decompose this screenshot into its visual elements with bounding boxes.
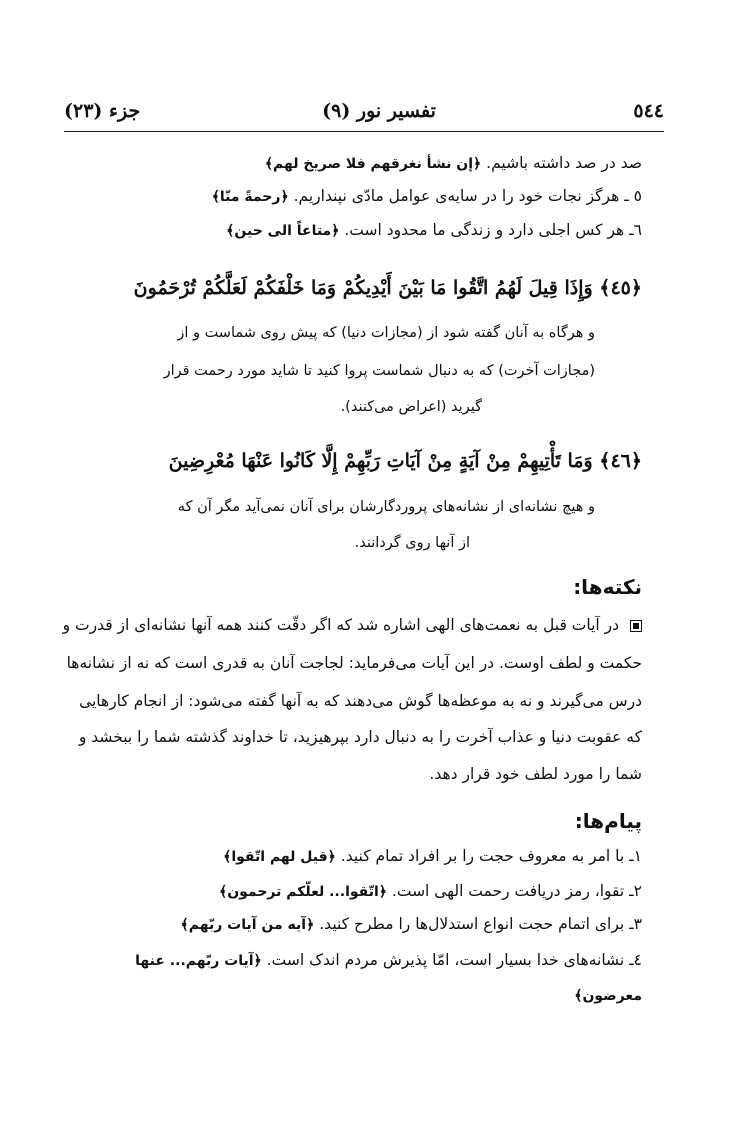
intro-text: صد در صد داشته باشیم. <box>486 154 642 172</box>
message-item <box>65 909 642 940</box>
intro-text: ٦ـ هر کس اجلی دارد و زندگی ما محدود است. <box>344 221 642 239</box>
message-quote: ﴿اتّقوا... لعلّکم ترحمون﴾ <box>219 884 387 900</box>
message-text: ٢ـ تقوا، رمز دریافت رحمت الهی است. <box>391 882 642 900</box>
messages-heading: پیام‌ها: <box>574 809 642 833</box>
intro-quote: ﴿إن نشأ نغرقهم فلا صريخ لهم﴾ <box>264 156 482 172</box>
message-text: ١ـ با امر به معروف حجت را بر افراد تمام کنید. <box>340 847 642 865</box>
intro-quote: ﴿رحمةً منّا﴾ <box>211 189 289 205</box>
notes-line: حکمت و لطف اوست. در این آیات می‌فرماید: لجاجت آنان به قدری است که نه از نشانه‌ها <box>66 654 642 672</box>
message-quote: معرضون﴾ <box>574 988 642 1004</box>
message-item <box>65 980 642 1011</box>
notes-line <box>62 610 642 640</box>
message-text: ٤ـ نشانه‌های خدا بسیار است، امّا پذیرش مردم اندک است. <box>266 951 642 969</box>
intro-line <box>90 148 642 179</box>
intro-quote: ﴿متاعاً الی حین﴾ <box>226 223 340 239</box>
message-item <box>65 841 642 872</box>
verse-46-text: ﴿٤٦﴾ وَمَا تَأْتِيهِمْ مِنْ آيَةٍ مِنْ آيَاتِ رَبِّهِمْ إِلَّا كَانُوا عَنْهَا مُعْرِضِينَ <box>168 450 642 472</box>
verse-45-translation-line: (مجازات آخرت) که به دنبال شماست پروا کنید تا شاید مورد رحمت قرار <box>163 363 595 379</box>
message-text: ٣ـ برای اتمام حجت انواع استدلال‌ها را مطرح کنید. <box>319 915 642 933</box>
intro-text: ٥ ـ هرگز نجات خود را در سایه‌ی عوامل مادّی نپنداریم. <box>293 187 642 205</box>
notes-line: که عقوبت دنیا و عذاب آخرت را به دنبال دارد بپرهیزید، تا خداوند گذشته شما را ببخشد و <box>78 728 642 746</box>
message-quote: ﴿قیل لهم اتّقوا﴾ <box>223 849 336 865</box>
notes-line: شما را مورد لطف خود قرار دهد. <box>429 765 642 783</box>
verse-45-translation-line: گیرید (اعراض می‌کنند). <box>340 399 482 415</box>
verse-46-translation-line: از آنها روی گردانند. <box>354 535 470 551</box>
square-bullet-icon <box>630 620 642 632</box>
intro-line <box>90 181 642 212</box>
page-header <box>64 96 664 126</box>
notes-heading: نکته‌ها: <box>573 575 642 599</box>
message-quote: ﴿آیه من آیات ربّهم﴾ <box>180 917 315 933</box>
page-number: ٥٤٤ <box>633 100 664 122</box>
verse-45-translation-line: و هرگاه به آنان گفته شود از (مجازات دنیا) که پیش روی شماست و از <box>177 325 595 341</box>
notes-line: درس می‌گیرند و نه به موعظه‌ها گوش می‌دهند که به آنها گفته می‌شود: از انجام کارهایی <box>79 692 642 710</box>
notes-text: در آیات قبل به نعمت‌های الهی اشاره شد که اگر دقّت کنند همه آنها نشانه‌ای از قدرت و <box>62 616 620 634</box>
verse-45-text: ﴿٤٥﴾ وَإِذَا قِيلَ لَهُمُ اتَّقُوا مَا بَيْنَ أَيْدِيكُمْ وَمَا خَلْفَكُمْ لَعَلَّكُمْ تُرْحَمُونَ <box>133 277 642 299</box>
book-title: تفسیر نور (٩) <box>322 100 436 122</box>
header-rule <box>64 131 664 132</box>
message-item <box>65 945 642 976</box>
part-label: جزء (٢٣) <box>64 100 141 122</box>
verse-46-translation-line: و هیچ نشانه‌ای از نشانه‌های پروردگارشان برای آنان نمی‌آید مگر آن که <box>177 499 595 515</box>
intro-line <box>90 215 642 246</box>
message-quote: ﴿آیات ربّهم... عنها <box>135 953 262 969</box>
message-item <box>65 876 642 907</box>
